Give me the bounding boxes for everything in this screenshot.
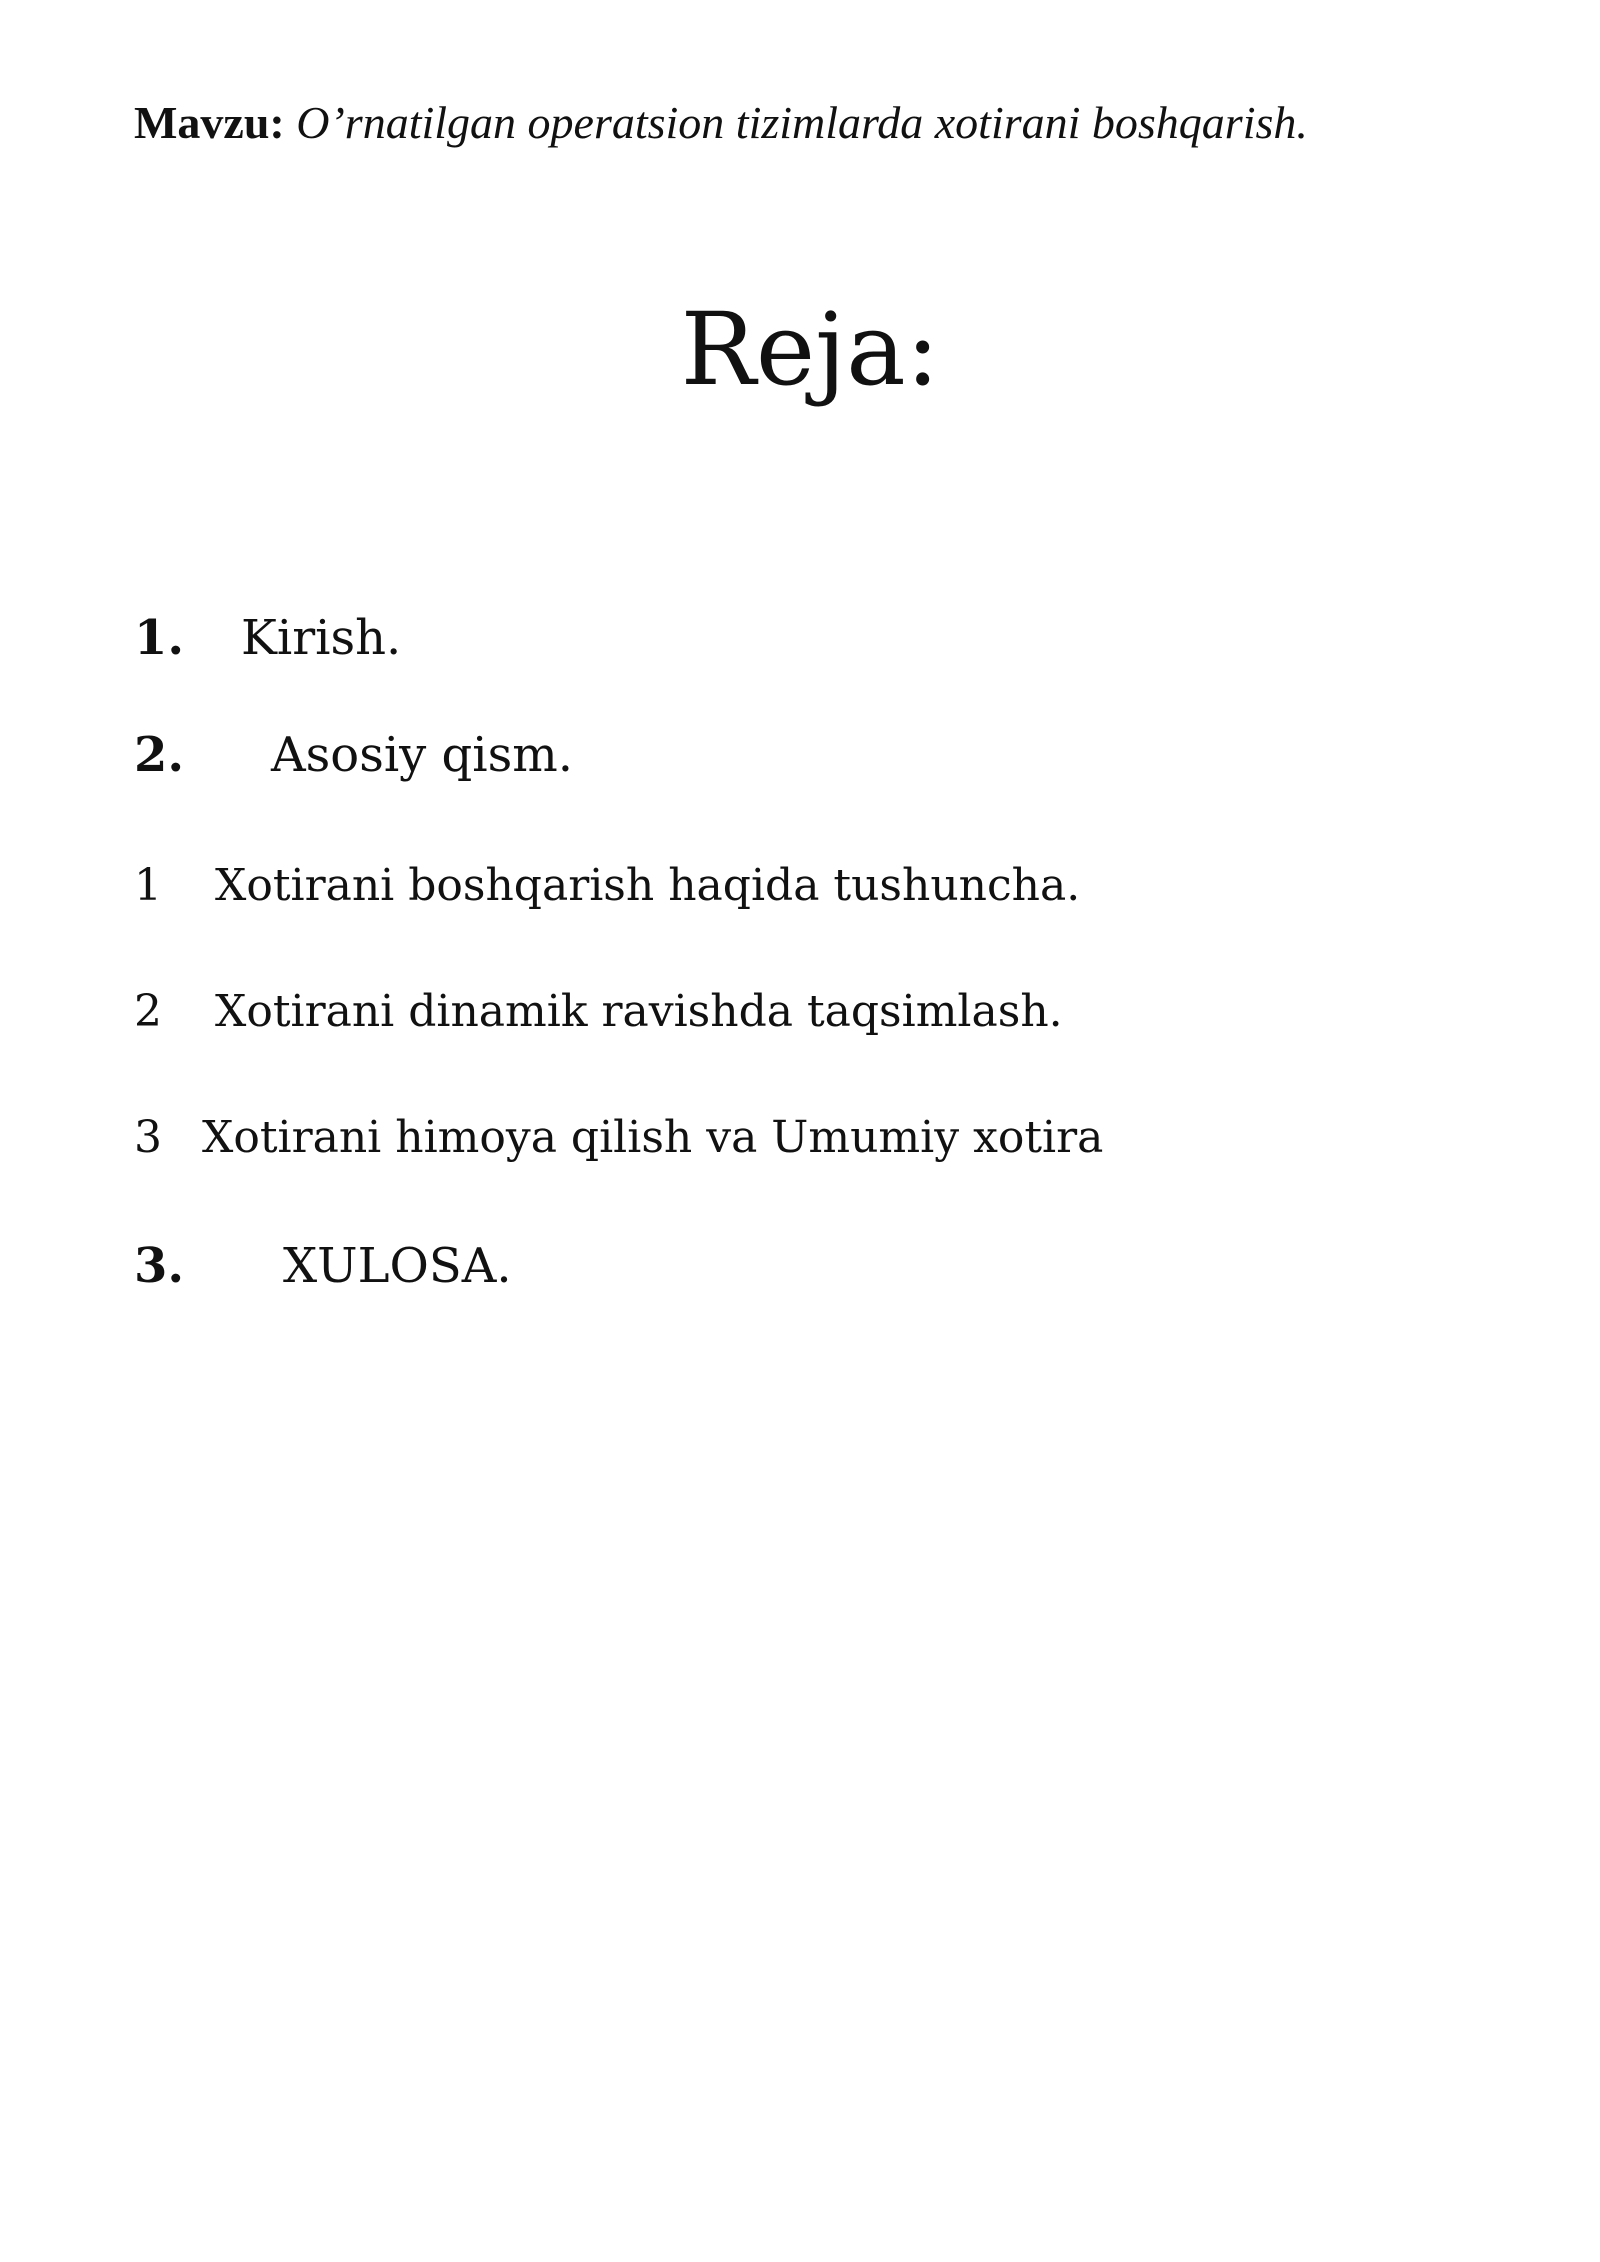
plan-item-text: Asosiy qism. bbox=[271, 727, 574, 783]
topic-label: Mavzu: bbox=[134, 97, 285, 148]
plan-item-text: XULOSA. bbox=[283, 1238, 512, 1294]
plan-item-text: Kirish. bbox=[241, 610, 402, 666]
plan-subitem-number: 2 bbox=[134, 986, 162, 1037]
plan-subitem-memory-protection bbox=[134, 1112, 1104, 1163]
plan-subitem-memory-management bbox=[134, 860, 1081, 911]
plan-subitem-dynamic-allocation bbox=[134, 986, 1063, 1037]
plan-subitem-number: 3 bbox=[134, 1112, 162, 1163]
topic-text: O’rnatilgan operatsion tizimlarda xotirani boshqarish. bbox=[296, 97, 1308, 148]
plan-item-number: 1. bbox=[134, 610, 185, 666]
plan-item-number: 2. bbox=[134, 727, 185, 783]
plan-heading: Reja: bbox=[680, 291, 940, 408]
plan-subitem-text: Xotirani himoya qilish va Umumiy xotira bbox=[202, 1112, 1104, 1163]
plan-item-number: 3. bbox=[134, 1238, 185, 1294]
plan-item-introduction bbox=[134, 610, 402, 666]
plan-item-main-part bbox=[134, 727, 574, 783]
plan-subitem-number: 1 bbox=[134, 860, 162, 911]
plan-subitem-text: Xotirani boshqarish haqida tushuncha. bbox=[215, 860, 1081, 911]
plan-subitem-text: Xotirani dinamik ravishda taqsimlash. bbox=[215, 986, 1063, 1037]
plan-item-conclusion bbox=[134, 1238, 512, 1294]
topic-line bbox=[134, 96, 1308, 149]
